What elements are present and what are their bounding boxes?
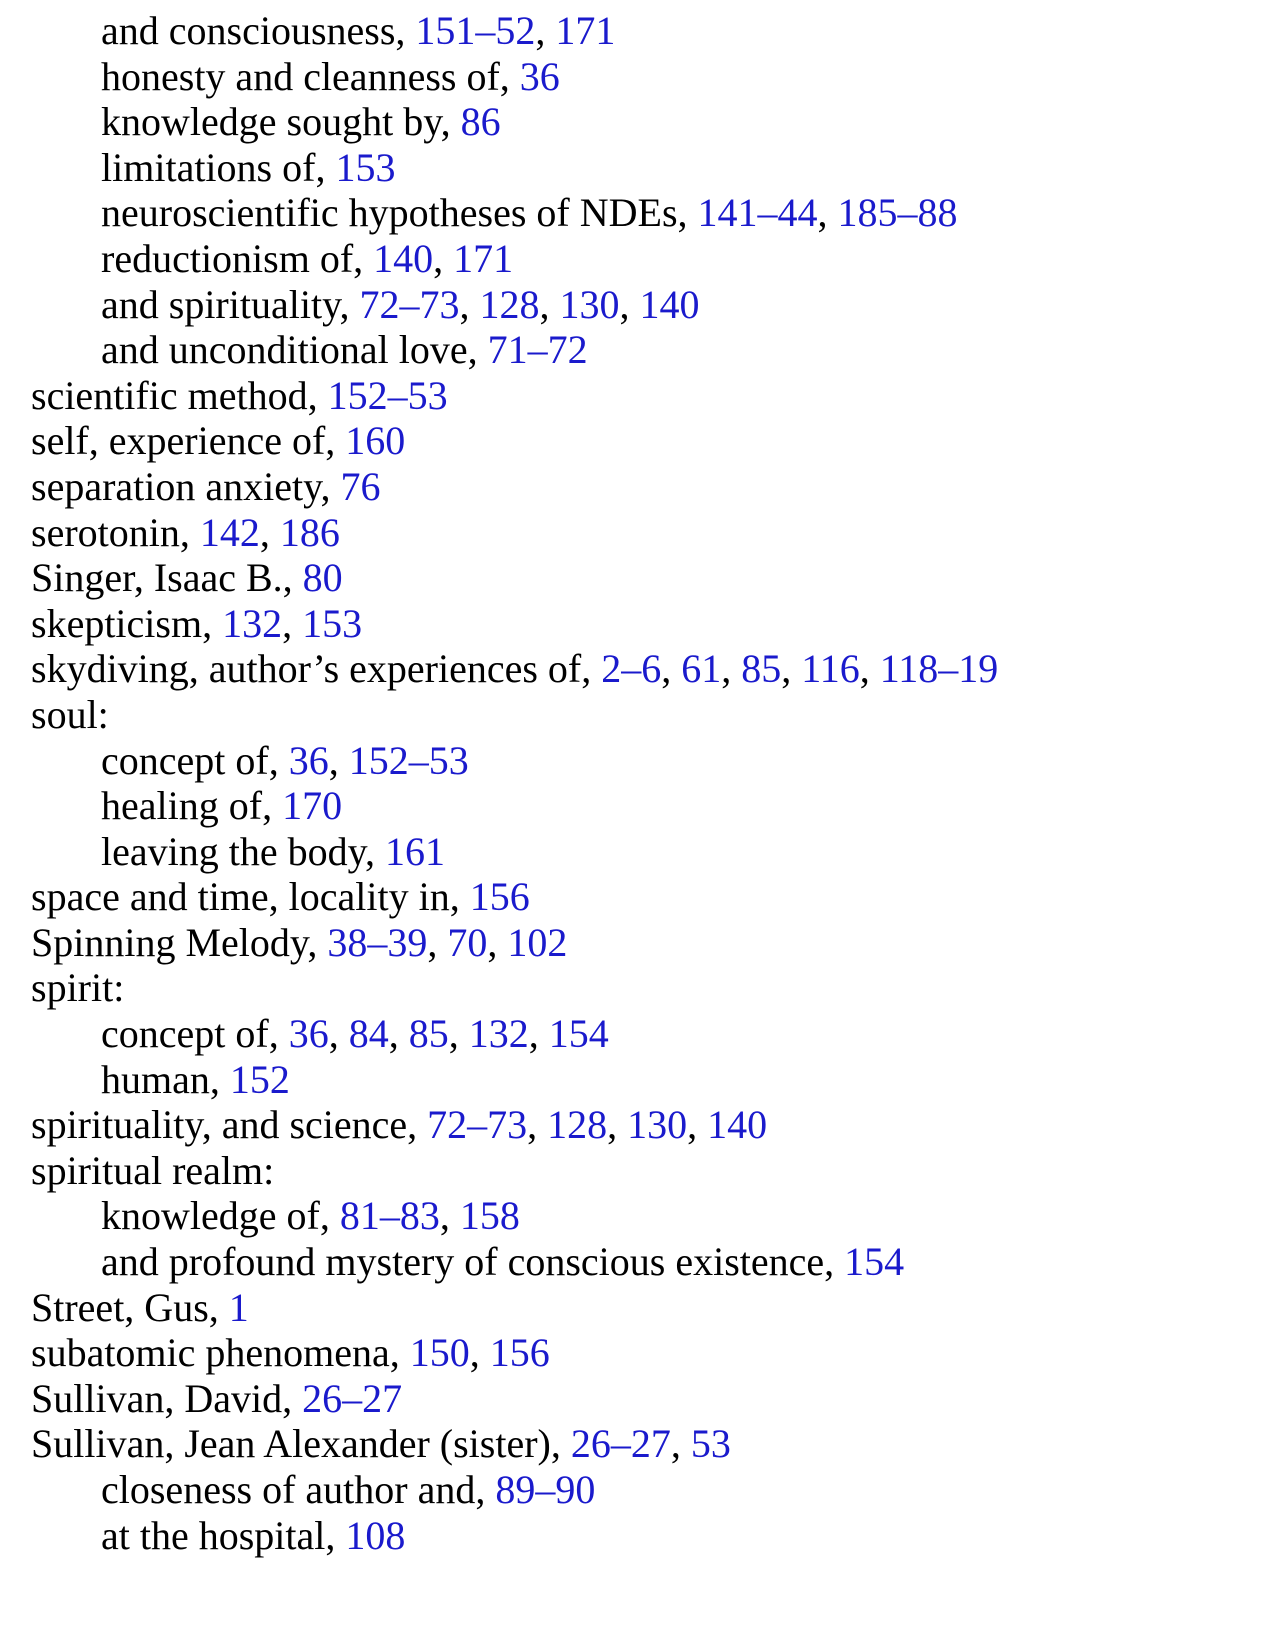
page-references xyxy=(844,1239,904,1284)
page-references: 151–52, 171 xyxy=(415,8,616,53)
page-link[interactable]: 102 xyxy=(507,919,568,965)
index-subentry: and spirituality, 72–73, 128, 130, 140 xyxy=(101,281,700,327)
page-references xyxy=(341,464,381,509)
index-subentry: honesty and cleanness of, 36 xyxy=(101,53,560,99)
index-subentry: neuroscientific hypotheses of NDEs, 141–44, 185–88 xyxy=(101,190,958,236)
page-link[interactable]: 72–73 xyxy=(359,281,460,327)
page-link[interactable]: 36 xyxy=(288,1011,329,1057)
index-term: knowledge sought by xyxy=(101,99,441,145)
page-references: 141–44, 185–88 xyxy=(697,190,958,236)
index-term: separation anxiety xyxy=(31,463,321,509)
index-entry: space and time, locality in, 156 xyxy=(31,874,530,920)
page-link[interactable]: 70 xyxy=(447,919,488,965)
page-link[interactable]: 152–53 xyxy=(327,372,448,418)
page-references xyxy=(495,1467,595,1512)
index-term: subatomic phenomena xyxy=(31,1330,390,1376)
page-link[interactable]: 128 xyxy=(479,281,540,327)
index-term: skepticism xyxy=(31,600,203,646)
page-link[interactable]: 38–39 xyxy=(327,919,428,965)
page-link[interactable]: 150 xyxy=(409,1330,470,1376)
page-references xyxy=(345,1513,405,1558)
page-references: 72–73, 128, 130, 140 xyxy=(359,281,700,327)
index-term: leaving the body xyxy=(101,828,366,874)
index-entry xyxy=(0,1148,1275,1194)
index-entry xyxy=(0,692,1275,738)
index-term: scientific method xyxy=(31,372,308,418)
page-references: 2–6, 61, 85, 116, 118–19 xyxy=(601,646,999,692)
index-term: space and time, locality in xyxy=(31,874,450,920)
index-subentry: human, 152 xyxy=(101,1056,290,1102)
index-entry: Street, Gus, 1 xyxy=(31,1284,249,1330)
page-link[interactable]: 26–27 xyxy=(570,1421,671,1467)
index-term: concept of xyxy=(101,737,269,783)
index-entry: skepticism, 132, 153 xyxy=(31,600,363,646)
page-link[interactable]: 2–6 xyxy=(601,646,662,692)
page-link[interactable]: 185–88 xyxy=(837,190,958,236)
index-term: Sullivan, David xyxy=(31,1375,283,1421)
page-references xyxy=(303,555,343,600)
page-references xyxy=(282,783,342,828)
page-link[interactable]: 85 xyxy=(408,1011,449,1057)
page-link[interactable]: 118–19 xyxy=(879,646,999,692)
page-link[interactable]: 86 xyxy=(460,99,501,145)
index-term: Singer, Isaac B. xyxy=(31,555,283,601)
page-link[interactable]: 61 xyxy=(681,646,722,692)
page-link[interactable]: 186 xyxy=(279,509,340,555)
index-subentry: reductionism of, 140, 171 xyxy=(101,235,514,281)
page-references: 72–73, 128, 130, 140 xyxy=(427,1102,768,1148)
index-entry: Sullivan, David, 26–27 xyxy=(31,1375,403,1421)
index-subentry: and profound mystery of conscious existence, 154 xyxy=(101,1239,905,1285)
page-references: 140, 171 xyxy=(373,235,514,281)
index-term: neuroscientific hypotheses of NDEs xyxy=(101,190,678,236)
index-term: human xyxy=(101,1056,210,1102)
index-entry: separation anxiety, 76 xyxy=(31,463,381,509)
index-term: limitations of xyxy=(101,144,316,190)
page-link[interactable]: 154 xyxy=(548,1011,609,1057)
page-references xyxy=(345,418,405,463)
index-term: skydiving, author’s experiences of xyxy=(31,646,582,692)
page-link[interactable]: 153 xyxy=(302,600,363,646)
page-link[interactable]: 154 xyxy=(844,1239,905,1285)
page-link[interactable]: 26–27 xyxy=(302,1375,403,1421)
page-link[interactable]: 156 xyxy=(469,874,530,920)
page-link[interactable]: 89–90 xyxy=(495,1467,596,1512)
page-link[interactable]: 80 xyxy=(302,555,343,601)
index-entry: subatomic phenomena, 150, 156 xyxy=(31,1330,550,1376)
page-references: 38–39, 70, 102 xyxy=(327,919,568,965)
index-term: soul: xyxy=(31,691,109,737)
index-subentry: limitations of, 153 xyxy=(101,144,396,190)
page-link[interactable]: 141–44 xyxy=(697,190,818,236)
page-link[interactable]: 128 xyxy=(547,1102,608,1148)
index-subentry: knowledge of, 81–83, 158 xyxy=(101,1193,520,1239)
page-link[interactable]: 156 xyxy=(489,1330,550,1376)
page-references xyxy=(385,829,445,874)
page-link[interactable]: 132 xyxy=(222,600,283,646)
index-term: and profound mystery of conscious existence xyxy=(101,1239,825,1285)
index-term: and consciousness xyxy=(101,8,396,53)
index-page xyxy=(0,8,1275,1558)
page-link[interactable]: 36 xyxy=(519,53,560,99)
index-entry: spirituality, and science, 72–73, 128, 130, 140 xyxy=(31,1102,768,1148)
index-term: concept of xyxy=(101,1011,269,1057)
index-subentry: concept of, 36, 152–53 xyxy=(101,737,469,783)
page-link[interactable]: 116 xyxy=(801,646,860,692)
index-term: Street, Gus xyxy=(31,1284,209,1330)
index-term: serotonin xyxy=(31,509,180,555)
page-link[interactable]: 140 xyxy=(639,281,700,327)
index-entry: Sullivan, Jean Alexander (sister), 26–27, 53 xyxy=(31,1421,731,1467)
page-link[interactable]: 1 xyxy=(228,1284,249,1330)
index-term: honesty and cleanness of xyxy=(101,53,500,99)
page-references xyxy=(230,1057,290,1102)
page-link[interactable]: 151–52 xyxy=(415,8,536,53)
page-link[interactable]: 71–72 xyxy=(487,327,588,373)
index-term: spirit: xyxy=(31,965,125,1011)
page-link[interactable]: 140 xyxy=(707,1102,768,1148)
index-entry xyxy=(0,965,1275,1011)
page-references: 142, 186 xyxy=(199,509,340,555)
page-link[interactable]: 152 xyxy=(229,1056,290,1102)
page-references: 132, 153 xyxy=(222,600,363,646)
page-references xyxy=(229,1285,249,1330)
index-term: at the hospital xyxy=(101,1512,326,1558)
index-subentry: knowledge sought by, 86 xyxy=(101,99,501,145)
index-term: reductionism of xyxy=(101,235,354,281)
page-references xyxy=(488,327,588,372)
page-link[interactable]: 142 xyxy=(199,509,260,555)
index-term: and spirituality xyxy=(101,281,340,327)
index-term: spirituality, and science xyxy=(31,1102,408,1148)
page-link[interactable]: 152–53 xyxy=(348,737,469,783)
index-term: closeness of author and xyxy=(101,1467,476,1512)
page-link[interactable]: 161 xyxy=(385,828,446,874)
index-subentry: leaving the body, 161 xyxy=(101,828,446,874)
page-references xyxy=(335,145,395,190)
page-link[interactable]: 84 xyxy=(348,1011,389,1057)
index-term: Sullivan, Jean Alexander (sister) xyxy=(31,1421,551,1467)
page-references: 81–83, 158 xyxy=(339,1193,520,1239)
index-subentry: at the hospital, 108 xyxy=(101,1512,406,1558)
index-term: Spinning Melody xyxy=(31,919,308,965)
page-link[interactable]: 153 xyxy=(335,144,396,190)
index-subentry: and consciousness, 151–52, 171 xyxy=(101,8,616,53)
page-link[interactable]: 171 xyxy=(555,8,616,53)
page-references xyxy=(302,1376,402,1421)
index-entry: scientific method, 152–53 xyxy=(31,372,448,418)
index-entry: self, experience of, 160 xyxy=(31,418,406,464)
index-term: and unconditional love xyxy=(101,327,468,373)
page-link[interactable]: 130 xyxy=(627,1102,688,1148)
index-subentry: healing of, 170 xyxy=(101,783,343,829)
page-link[interactable]: 140 xyxy=(373,235,434,281)
index-entry: Spinning Melody, 38–39, 70, 102 xyxy=(31,919,568,965)
page-link[interactable]: 160 xyxy=(345,418,406,464)
page-link[interactable]: 158 xyxy=(459,1193,520,1239)
index-subentry: concept of, 36, 84, 85, 132, 154 xyxy=(101,1011,609,1057)
page-references xyxy=(328,373,448,418)
page-link[interactable]: 72–73 xyxy=(427,1102,528,1148)
page-link[interactable]: 130 xyxy=(559,281,620,327)
page-link[interactable]: 170 xyxy=(282,783,343,829)
page-link[interactable]: 132 xyxy=(468,1011,529,1057)
index-term: healing of xyxy=(101,783,263,829)
page-references xyxy=(520,54,560,99)
index-subentry: closeness of author and, 89–90 xyxy=(101,1467,596,1512)
index-subentry: and unconditional love, 71–72 xyxy=(101,327,588,373)
page-references: 26–27, 53 xyxy=(570,1421,731,1467)
page-link[interactable]: 76 xyxy=(340,463,381,509)
page-link[interactable]: 108 xyxy=(345,1512,406,1558)
page-references xyxy=(470,874,530,919)
index-entry: serotonin, 142, 186 xyxy=(31,509,340,555)
index-term: spiritual realm: xyxy=(31,1147,275,1193)
page-link[interactable]: 81–83 xyxy=(339,1193,440,1239)
index-term: self, experience of xyxy=(31,418,326,464)
page-references: 150, 156 xyxy=(409,1330,550,1376)
page-link[interactable]: 36 xyxy=(288,737,329,783)
index-entry: Singer, Isaac B., 80 xyxy=(31,555,343,601)
page-references: 36, 84, 85, 132, 154 xyxy=(288,1011,609,1057)
page-references xyxy=(461,99,501,144)
page-link[interactable]: 85 xyxy=(741,646,782,692)
page-references: 36, 152–53 xyxy=(288,737,469,783)
page-link[interactable]: 53 xyxy=(690,1421,731,1467)
page-link[interactable]: 171 xyxy=(453,235,514,281)
index-entry: skydiving, author’s experiences of, 2–6, 61, 85, 116, 118–19 xyxy=(31,646,999,692)
index-term: knowledge of xyxy=(101,1193,320,1239)
